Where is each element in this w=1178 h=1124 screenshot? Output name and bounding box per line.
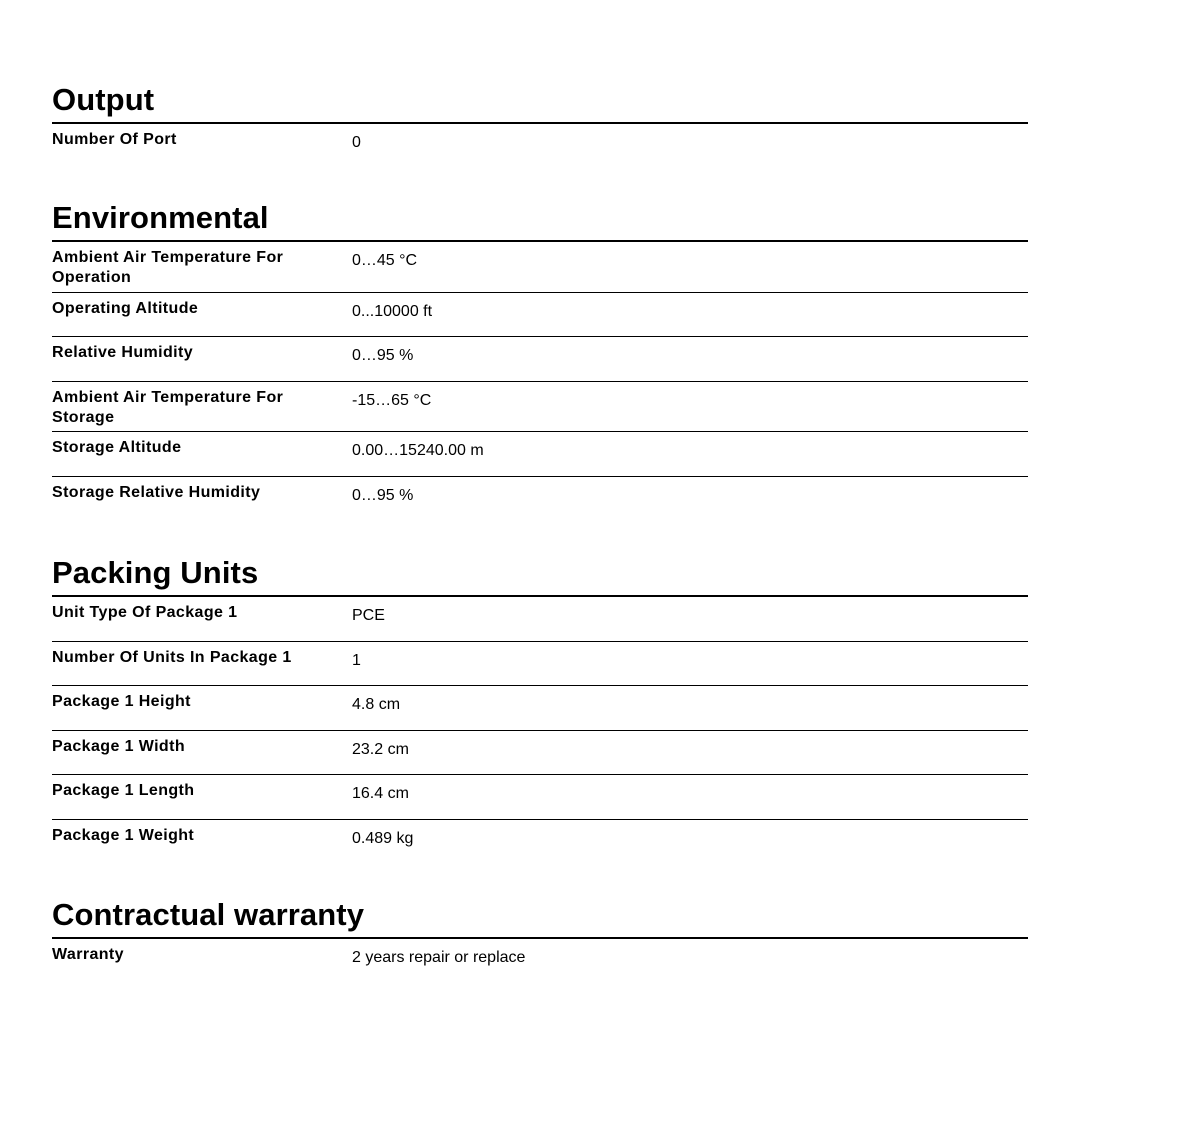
spec-row [52, 382, 1028, 433]
spec-value: 1 [352, 651, 361, 669]
spec-label: Package 1 Width [52, 737, 186, 755]
section-output [52, 83, 1028, 168]
section-packing-units [52, 556, 1028, 863]
spec-value: 0…95 % [352, 347, 414, 364]
spec-row [52, 242, 1028, 293]
spec-label: Unit Type Of Package 1 [52, 604, 238, 621]
spec-label: Ambient Air Temperature For Operation [52, 249, 284, 286]
section-title: Output [52, 82, 155, 117]
section-environmental [52, 201, 1028, 520]
spec-value: 0…95 % [352, 486, 414, 504]
spec-value: 0...10000 ft [352, 302, 433, 320]
spec-label: Package 1 Length [52, 782, 195, 799]
spec-value: 0.00…15240.00 m [352, 442, 484, 459]
spec-row [52, 124, 1028, 168]
spec-label: Warranty [52, 946, 124, 963]
spec-row [52, 939, 1028, 983]
spec-row [52, 775, 1028, 820]
section-title: Environmental [52, 200, 269, 235]
spec-value: 0…45 °C [352, 252, 418, 269]
section-contractual-warranty [52, 898, 1028, 983]
spec-value: 16.4 cm [352, 785, 409, 802]
spec-row [52, 432, 1028, 477]
spec-value: -15…65 °C [352, 391, 432, 409]
spec-value: 0 [352, 134, 361, 151]
spec-label: Package 1 Height [52, 693, 191, 710]
spec-row [52, 820, 1028, 864]
spec-row [52, 686, 1028, 731]
spec-value: 4.8 cm [352, 696, 401, 713]
spec-row [52, 337, 1028, 382]
section-title: Packing Units [52, 555, 259, 590]
spec-value: PCE [352, 607, 385, 624]
spec-row [52, 293, 1028, 338]
spec-row [52, 477, 1028, 521]
spec-label: Storage Altitude [52, 439, 182, 456]
section-title: Contractual warranty [52, 897, 365, 932]
spec-value: 0.489 kg [352, 829, 414, 847]
spec-label: Package 1 Weight [52, 826, 195, 844]
spec-label: Relative Humidity [52, 344, 194, 361]
spec-row [52, 642, 1028, 687]
spec-label: Ambient Air Temperature For Storage [52, 388, 284, 426]
spec-label: Number Of Units In Package 1 [52, 648, 292, 666]
spec-value: 2 years repair or replace [352, 949, 526, 966]
spec-label: Operating Altitude [52, 299, 199, 317]
spec-label: Number Of Port [52, 131, 177, 148]
spec-row [52, 597, 1028, 642]
spec-label: Storage Relative Humidity [52, 483, 261, 501]
spec-value: 23.2 cm [352, 740, 409, 758]
spec-row [52, 731, 1028, 776]
